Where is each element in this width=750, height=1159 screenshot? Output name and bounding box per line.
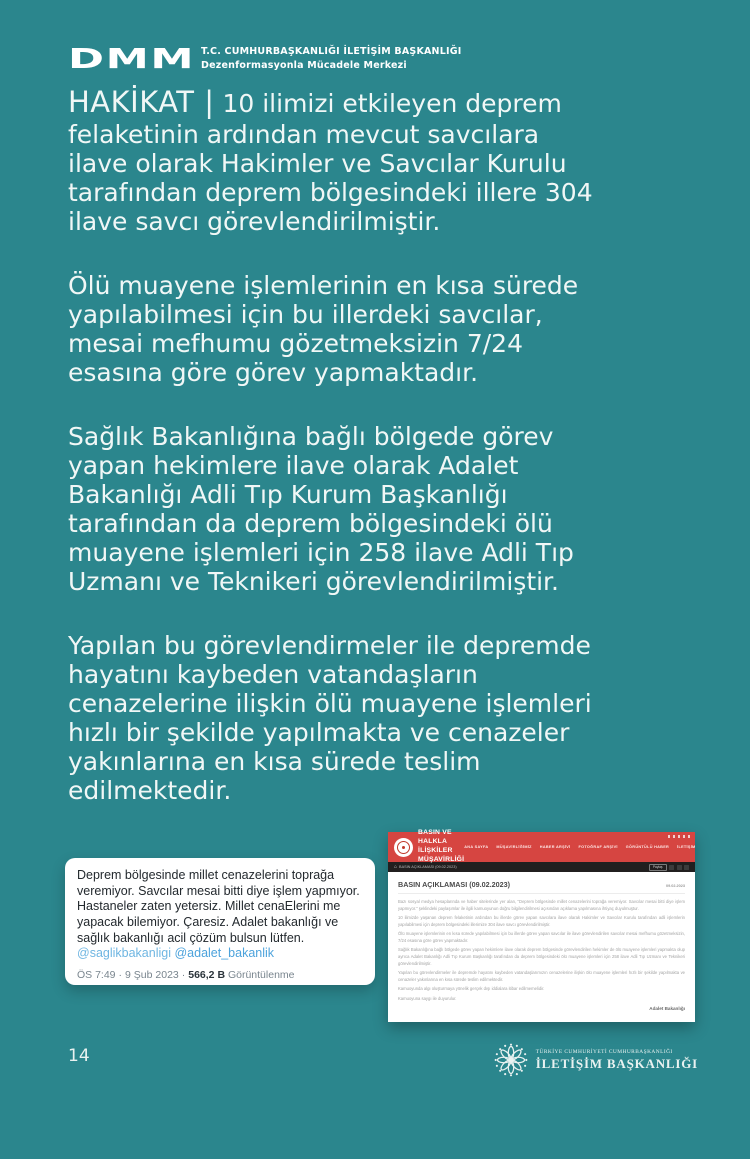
social-icon <box>673 835 676 838</box>
para-line: cenazelerine ilişkin ölü muayene işlemleri <box>68 689 592 718</box>
org-title-block <box>201 45 461 72</box>
press-release-body <box>388 872 695 1017</box>
share-button[interactable]: Paylaş <box>649 864 667 871</box>
doc-paragraph: 10 ilimizde yaşanan deprem felaketinin ardından bu illerde görev yapan savcılara ilave olarak Hakimler ve Savcılar Kurulu tarafından adli işlemlerin yapılabilmesi için deprem bölgesindeki illerimize 304 ilave savcı görevlendirilmiştir. <box>398 915 685 927</box>
doc-paragraph: Bazı sosyal medya hesaplarında ve haber sitelerinde yer alan, "Deprem bölgesinde millet cenazelerini toprağa veremiyor. Savcılar mesai bitti diye işlem yapmıyor." şeklindeki paylaşımlar ile ilgili kamuoyunun doğru bilgilendirilmesi açısından açıklama yapılmasına ihtiyaç duyulmuştur. <box>398 899 685 911</box>
share-more-icon[interactable] <box>684 865 689 870</box>
nav-item-iletisim[interactable]: İLETİŞİM <box>677 845 696 849</box>
para-line: hayatını kaybeden vatandaşların <box>68 660 478 689</box>
home-icon[interactable]: ⌂ <box>394 864 398 870</box>
press-site-title-line1: BASIN VE HALKLA İLİŞKİLER <box>418 829 453 854</box>
doc-date: 09.02.2023 <box>665 884 685 888</box>
nav-item-musavirligimiz[interactable]: MÜŞAVİRLİĞİMİZ <box>496 845 532 849</box>
footer-brand <box>493 1042 698 1078</box>
tweet-meta <box>77 969 363 981</box>
doc-title-row <box>398 880 685 894</box>
tweet-views-label: Görüntülenme <box>227 968 295 981</box>
doc-title: BASIN AÇIKLAMASI (09.02.2023) <box>398 880 510 889</box>
tweet-text-block <box>77 868 363 962</box>
social-icon <box>688 835 691 838</box>
tweet-views-count: 566,2 B <box>188 968 226 981</box>
press-site-header <box>388 829 696 863</box>
para-line: yapılabilmesi için bu illerdeki savcılar, <box>68 300 543 329</box>
tweet-mention-adalet-bakanlik[interactable]: @adalet_bakanlik <box>174 946 275 961</box>
org-line2: Dezenformasyonla Mücadele Merkezi <box>201 59 407 71</box>
para-line: hızlı bir şekilde yapılmakta ve cenazeler <box>68 718 570 747</box>
para-line: yapan hekimlere ilave olarak Adalet <box>68 451 519 480</box>
footer-brand-line2: İLETİŞİM BAŞKANLIĞI <box>535 1055 698 1071</box>
lead-line: tarafından deprem bölgesindeki illere 304 <box>68 178 593 207</box>
breadcrumb-actions <box>649 864 689 871</box>
para-line: Uzmanı ve Teknikeri görevlendirilmiştir. <box>68 567 559 596</box>
nav-item-ana-sayfa[interactable]: ANA SAYFA <box>464 845 489 849</box>
press-site-nav <box>464 845 698 849</box>
press-site-card <box>388 829 696 1022</box>
paragraph-4 <box>68 631 593 805</box>
doc-paragraph: Kamuoyuna saygı ile duyurulur. <box>398 995 457 1001</box>
doc-signature: Adalet Bakanlığı <box>649 1006 685 1012</box>
nav-item-fotograf-arsivi[interactable]: FOTOĞRAF ARŞİVİ <box>578 845 618 849</box>
para-line: esasına göre görev yapmaktadır. <box>68 358 479 387</box>
adalet-ministry-logo-icon <box>394 838 413 857</box>
lead-paragraph <box>68 86 593 236</box>
tweet-time: ÖS 7:49 <box>77 968 116 981</box>
separator-dot: · <box>118 968 123 981</box>
separator-dot: · <box>181 968 186 981</box>
para-line: yakınlarına en kısa sürede teslim <box>68 747 481 776</box>
hakikat-label: HAKİKAT | <box>68 85 215 119</box>
para-line: edilmektedir. <box>68 776 232 805</box>
doc-paragraph: Yapılan bu görevlendirmeler ile depremde hayatını kaybeden vatandaşlarımızın cenazelerine ilişkin ölü muayene işlemleri hızlı bir şekilde yapılmakta ve cenazeler yakınlarına en kısa sürede teslim edilmektedir. <box>398 970 685 982</box>
para-line: Yapılan bu görevlendirmeler ile depremde <box>68 631 591 660</box>
social-icon <box>668 835 671 838</box>
footer-brand-text <box>536 1049 698 1072</box>
paragraph-2 <box>68 271 593 387</box>
lead-line: ilave savcı görevlendirilmiştir. <box>68 207 441 236</box>
doc-paragraph: Sağlık Bakanlığına bağlı bölgede görev yapan hekimlere ilave olarak deprem bölgesinde görevlendirilen hekimler de ölü muayene işlemleri yapmakta olup ayrıca Adalet Bakanlığı Adli Tıp Kurum Başkanlığı tarafından da deprem bölgesindeki ölü muayene işlemleri için 258 ilave Adli Tıp Uzmanı ve Teknikeri görevlendirilmiştir. <box>398 947 685 966</box>
lead-first-line <box>68 86 593 120</box>
lead-line: ilave olarak Hakimler ve Savcılar Kurulu <box>68 149 567 178</box>
tweet-mention-saglikbakanligi[interactable]: @saglikbakanligi <box>77 946 171 961</box>
share-twitter-icon[interactable] <box>677 865 682 870</box>
page-number: 14 <box>68 1046 90 1066</box>
brand-header <box>68 42 461 75</box>
social-icons-row <box>668 835 691 838</box>
para-line: Bakanlığı Adli Tıp Kurum Başkanlığı <box>68 480 508 509</box>
dmm-logo-text: DMM <box>68 42 196 75</box>
article-body <box>68 86 593 840</box>
para-line: Ölü muayene işlemlerinin en kısa sürede <box>68 271 579 300</box>
para-line: tarafından da deprem bölgesindeki ölü <box>68 509 553 538</box>
breadcrumb: BASIN AÇIKLAMASI (09.02.2023) <box>399 865 457 869</box>
tweet-card <box>65 858 375 985</box>
doc-paragraph: Kamuoyunda algı oluşturmaya yönelik gerçek dışı iddialara itibar edilmemelidir. <box>398 986 545 992</box>
nav-item-haber-arsivi[interactable]: HABER ARŞİVİ <box>539 845 571 849</box>
dmm-logo <box>68 42 201 75</box>
para-line: mesai mefhumu gözetmeksizin 7/24 <box>68 329 523 358</box>
lead-line: felaketinin ardından mevcut savcılara <box>68 120 540 149</box>
footer-brand-line1: TÜRKİYE CUMHURİYETİ CUMHURBAŞKANLIĞI <box>535 1048 673 1055</box>
social-icon <box>678 835 681 838</box>
para-line: Sağlık Bakanlığına bağlı bölgede görev <box>68 422 554 451</box>
press-site-title-line2: MÜŞAVİRLİĞİ <box>418 855 465 863</box>
tweet-text: Deprem bölgesinde millet cenazelerini toprağa veremiyor. Savcılar mesai bitti diye işlem yapmıyor. Hastaneler zaten yetersiz. Millet cenaElerini me yapacak bilemiyor. Çaresiz. Adalet bakanlığı ve sağlık bakanlığı acil çözüm bulsun lütfen. <box>77 868 360 945</box>
social-icon <box>683 835 686 838</box>
iletisim-baskanligi-seal-icon <box>493 1042 529 1078</box>
doc-paragraph: Ölü muayene işlemlerinin en kısa sürede yapılabilmesi için bu illerde görev yapan savcılar ile ilave görevlendirilen savcılar mesai mefhumu gözetmeksizin, 7/24 esasına göre görev yapmaktadır. <box>398 931 685 943</box>
paragraph-3 <box>68 422 593 596</box>
org-line1: T.C. CUMHURBAŞKANLIĞI İLETİŞİM BAŞKANLIĞI <box>201 46 462 58</box>
lead-first-text: 10 ilimizi etkileyen deprem <box>222 89 562 118</box>
tweet-date: 9 Şub 2023 <box>125 968 179 981</box>
para-line: muayene işlemleri için 258 ilave Adli Tıp <box>68 538 574 567</box>
nav-item-goruntulu-haber[interactable]: GÖRÜNTÜLÜ HABER <box>625 845 670 849</box>
press-site-title <box>418 829 464 864</box>
share-facebook-icon[interactable] <box>669 865 674 870</box>
